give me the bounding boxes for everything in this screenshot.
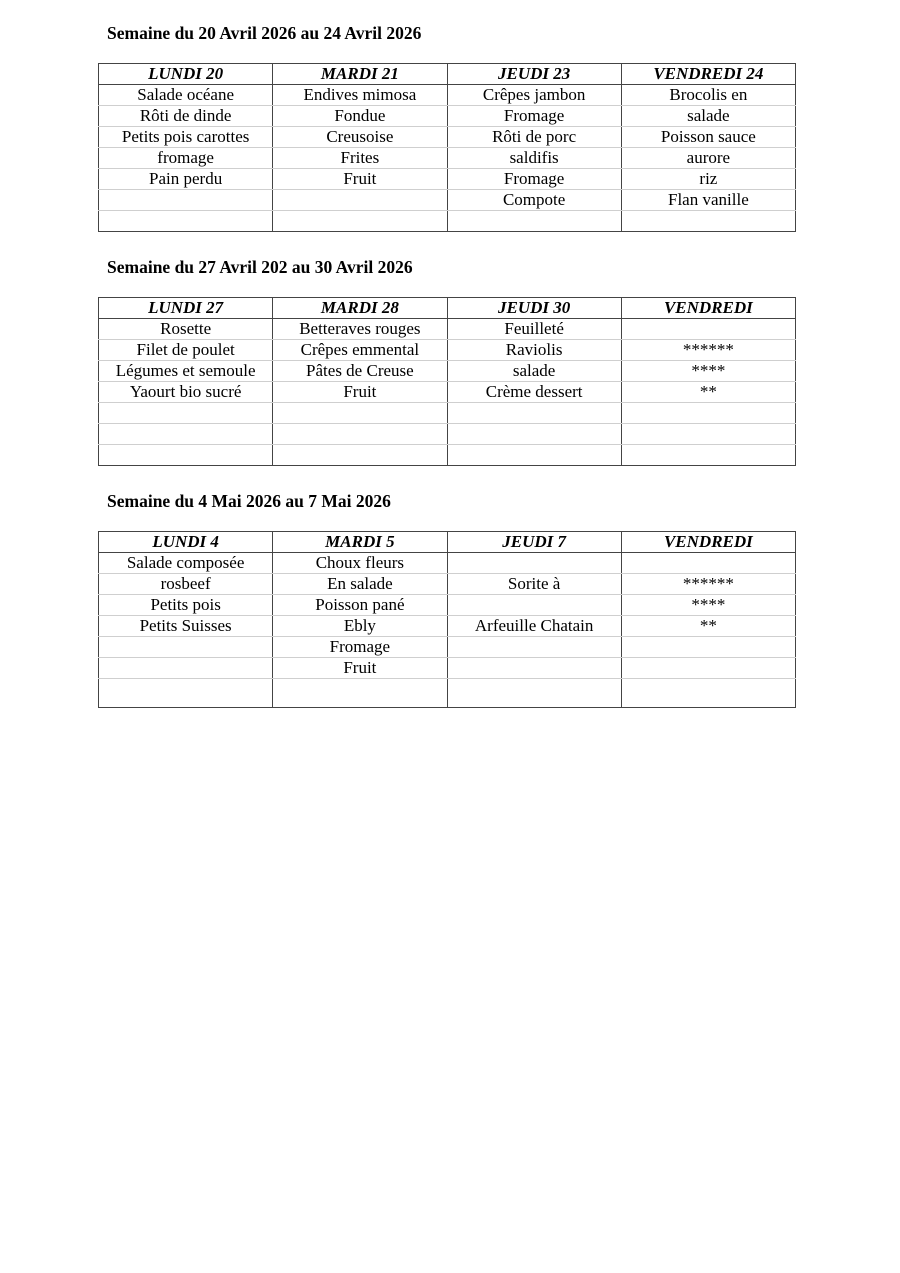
menu-cell (273, 403, 447, 424)
menu-cell: Petits pois carottes (99, 127, 273, 148)
table-row (99, 85, 796, 106)
menu-cell (273, 679, 447, 708)
table-row (99, 127, 796, 148)
week-section-1 (98, 22, 796, 232)
day-header: VENDREDI (621, 298, 795, 319)
table-row (99, 658, 796, 679)
table-row (99, 319, 796, 340)
table-row (99, 595, 796, 616)
menu-cell (99, 211, 273, 232)
menu-cell (273, 211, 447, 232)
menu-cell (621, 445, 795, 466)
menu-cell: Fromage (447, 169, 621, 190)
day-header-row (99, 64, 796, 85)
menu-cell (621, 319, 795, 340)
menu-table (98, 63, 796, 232)
week-title: Semaine du 20 Avril 2026 au 24 Avril 2026 (107, 23, 422, 43)
menu-cell: Frites (273, 148, 447, 169)
table-row (99, 679, 796, 708)
menu-cell (99, 424, 273, 445)
menu-cell (447, 211, 621, 232)
menu-cell (99, 658, 273, 679)
menu-cell: ** (621, 382, 795, 403)
menu-cell: Légumes et semoule (99, 361, 273, 382)
menu-cell (621, 553, 795, 574)
table-row (99, 361, 796, 382)
table-row (99, 616, 796, 637)
day-header: LUNDI 20 (99, 64, 273, 85)
menu-cell: Crêpes emmental (273, 340, 447, 361)
week-title: Semaine du 27 Avril 202 au 30 Avril 2026 (107, 257, 413, 277)
menu-cell (447, 403, 621, 424)
menu-cell (621, 424, 795, 445)
menu-cell: Rôti de porc (447, 127, 621, 148)
menu-cell: fromage (99, 148, 273, 169)
menu-cell (273, 190, 447, 211)
menu-cell: Betteraves rouges (273, 319, 447, 340)
menu-cell: Endives mimosa (273, 85, 447, 106)
table-row (99, 106, 796, 127)
menu-cell: Petits Suisses (99, 616, 273, 637)
menu-cell: Creusoise (273, 127, 447, 148)
menu-cell: Pain perdu (99, 169, 273, 190)
table-row (99, 340, 796, 361)
week-section-3 (98, 490, 796, 708)
menu-cell: Filet de poulet (99, 340, 273, 361)
table-row (99, 382, 796, 403)
menu-cell: Salade océane (99, 85, 273, 106)
menu-cell: En salade (273, 574, 447, 595)
menu-cell: Fruit (273, 658, 447, 679)
day-header: JEUDI 23 (447, 64, 621, 85)
table-row (99, 190, 796, 211)
table-row (99, 148, 796, 169)
menu-cell: Compote (447, 190, 621, 211)
menu-cell (99, 403, 273, 424)
day-header-row (99, 532, 796, 553)
menu-cell (99, 637, 273, 658)
menu-cell: Crème dessert (447, 382, 621, 403)
day-header-row (99, 298, 796, 319)
menu-cell: rosbeef (99, 574, 273, 595)
menu-cell: Fromage (273, 637, 447, 658)
menu-cell (621, 637, 795, 658)
menu-cell (447, 553, 621, 574)
week-title: Semaine du 4 Mai 2026 au 7 Mai 2026 (107, 491, 391, 511)
menu-cell: **** (621, 361, 795, 382)
menu-cell: Fruit (273, 169, 447, 190)
day-header: LUNDI 4 (99, 532, 273, 553)
menu-cell: Rosette (99, 319, 273, 340)
table-row (99, 403, 796, 424)
menu-table (98, 297, 796, 466)
menu-cell (447, 679, 621, 708)
menu-cell: Pâtes de Creuse (273, 361, 447, 382)
menu-cell: Brocolis en (621, 85, 795, 106)
menu-cell: Yaourt bio sucré (99, 382, 273, 403)
menu-cell (621, 403, 795, 424)
menu-cell: Ebly (273, 616, 447, 637)
menu-cell: Flan vanille (621, 190, 795, 211)
menu-cell: Poisson sauce (621, 127, 795, 148)
menu-cell: **** (621, 595, 795, 616)
menu-cell (99, 445, 273, 466)
table-row (99, 424, 796, 445)
menu-cell (621, 211, 795, 232)
day-header: JEUDI 30 (447, 298, 621, 319)
menu-cell: ** (621, 616, 795, 637)
menu-cell: Poisson pané (273, 595, 447, 616)
menu-cell (621, 679, 795, 708)
menu-cell: Fondue (273, 106, 447, 127)
menu-cell: Petits pois (99, 595, 273, 616)
menu-cell: Raviolis (447, 340, 621, 361)
day-header: VENDREDI 24 (621, 64, 795, 85)
table-row (99, 553, 796, 574)
menu-cell (447, 424, 621, 445)
menu-cell (273, 445, 447, 466)
menu-cell: salade (447, 361, 621, 382)
menu-cell (621, 658, 795, 679)
menu-cell: Arfeuille Chatain (447, 616, 621, 637)
menu-cell: aurore (621, 148, 795, 169)
table-row (99, 445, 796, 466)
day-header: LUNDI 27 (99, 298, 273, 319)
menu-cell (447, 595, 621, 616)
menu-cell (99, 190, 273, 211)
table-row (99, 169, 796, 190)
day-header: MARDI 21 (273, 64, 447, 85)
menu-table (98, 531, 796, 708)
day-header: JEUDI 7 (447, 532, 621, 553)
table-row (99, 574, 796, 595)
menu-cell: Fruit (273, 382, 447, 403)
menu-cell (447, 445, 621, 466)
menu-cell: Feuilleté (447, 319, 621, 340)
day-header: VENDREDI (621, 532, 795, 553)
menu-cell (447, 658, 621, 679)
table-row (99, 637, 796, 658)
menu-cell: Salade composée (99, 553, 273, 574)
menu-cell: saldifis (447, 148, 621, 169)
menu-cell: Fromage (447, 106, 621, 127)
menu-cell: ****** (621, 574, 795, 595)
table-row (99, 211, 796, 232)
menu-cell: Sorite à (447, 574, 621, 595)
menu-cell (273, 424, 447, 445)
week-section-2 (98, 256, 796, 466)
menu-cell: Rôti de dinde (99, 106, 273, 127)
menu-cell (447, 637, 621, 658)
menu-cell (99, 679, 273, 708)
menu-cell: Crêpes jambon (447, 85, 621, 106)
menu-cell: riz (621, 169, 795, 190)
menu-cell: salade (621, 106, 795, 127)
menu-cell: Choux fleurs (273, 553, 447, 574)
day-header: MARDI 5 (273, 532, 447, 553)
menu-cell: ****** (621, 340, 795, 361)
day-header: MARDI 28 (273, 298, 447, 319)
